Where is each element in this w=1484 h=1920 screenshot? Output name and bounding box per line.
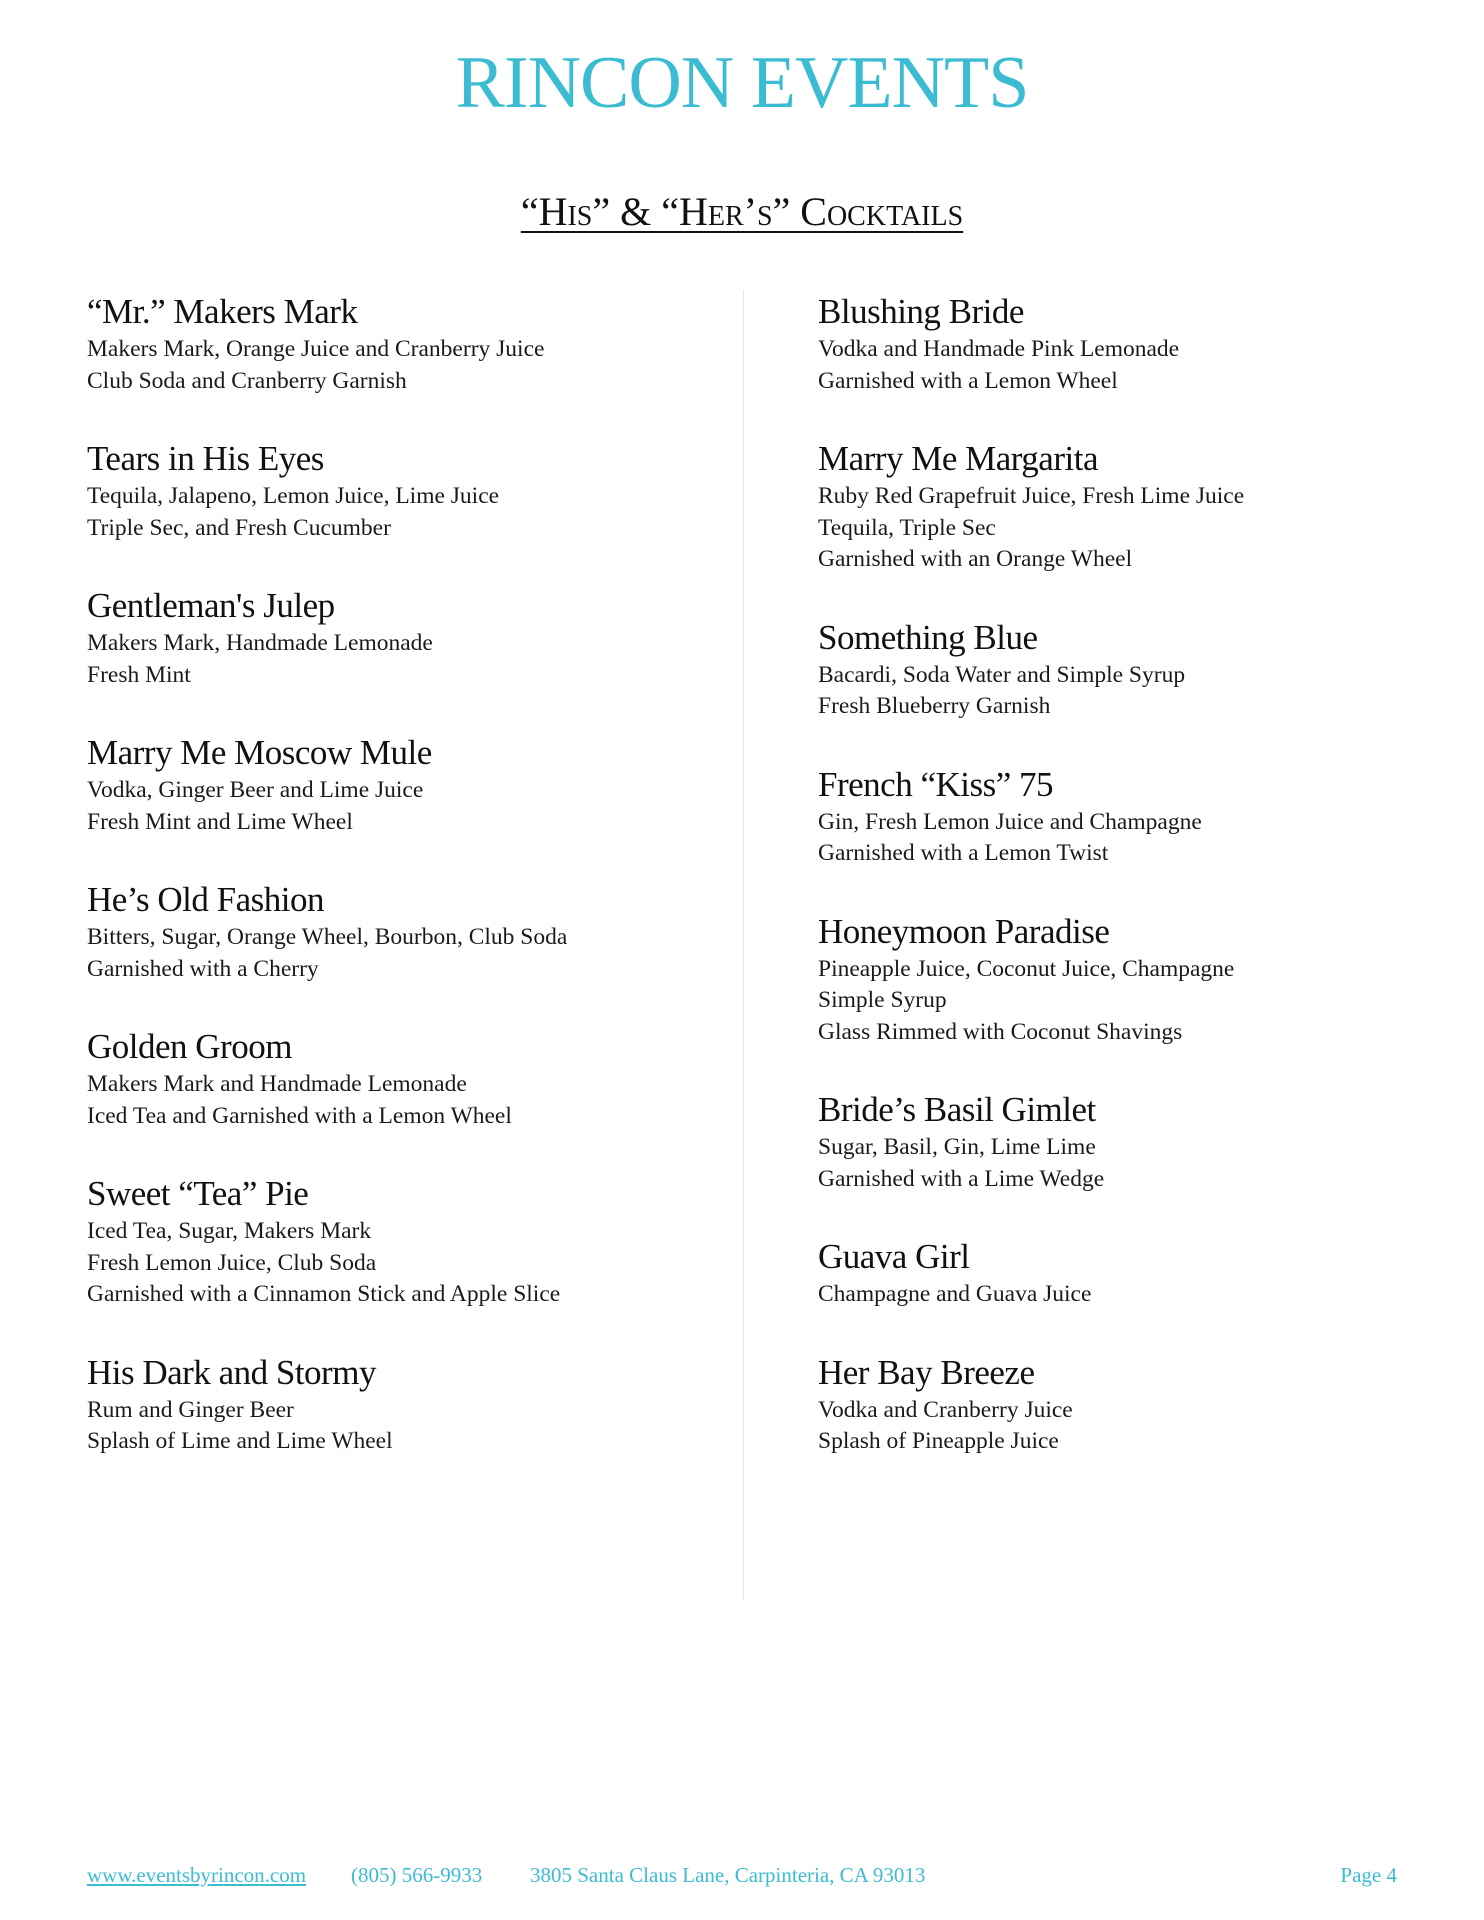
cocktail-ingredients: Vodka and Handmade Pink Lemonade xyxy=(818,336,1180,362)
cocktail-ingredients: Iced Tea, Sugar, Makers Mark xyxy=(87,1218,372,1244)
cocktail-ingredients: Club Soda and Cranberry Garnish xyxy=(87,367,407,394)
cocktail-ingredients: Tequila, Triple Sec xyxy=(818,514,996,541)
cocktail-ingredients: Vodka, Ginger Beer and Lime Juice xyxy=(87,777,424,803)
cocktail-ingredients: Garnished with an Orange Wheel xyxy=(818,546,1133,572)
right-cocktail-column xyxy=(818,290,1438,1498)
cocktail-ingredients: Fresh Blueberry Garnish xyxy=(818,693,1051,719)
cocktail-name: His Dark and Stormy xyxy=(87,1352,376,1392)
cocktail-name: French “Kiss” 75 xyxy=(818,764,1054,804)
cocktail-name: Honeymoon Paradise xyxy=(818,911,1110,951)
cocktail-item xyxy=(818,616,1438,723)
cocktail-ingredients: Makers Mark, Handmade Lemonade xyxy=(87,630,433,656)
cocktail-name: Guava Girl xyxy=(818,1237,970,1276)
cocktail-ingredients: Glass Rimmed with Coconut Shavings xyxy=(818,1018,1183,1045)
cocktail-ingredients: Iced Tea and Garnished with a Lemon Wheel xyxy=(87,1102,512,1129)
cocktail-name: Sweet “Tea” Pie xyxy=(87,1174,309,1213)
cocktail-item xyxy=(818,910,1438,1049)
column-divider xyxy=(743,290,744,1600)
cocktail-ingredients: Fresh Mint and Lime Wheel xyxy=(87,808,353,835)
cocktail-ingredients: Fresh Mint xyxy=(87,661,191,688)
cocktail-item xyxy=(818,1351,1438,1458)
cocktail-item xyxy=(87,584,717,691)
cocktail-ingredients: Makers Mark, Orange Juice and Cranberry Juice xyxy=(87,336,545,362)
cocktail-name: Gentleman's Julep xyxy=(87,586,335,625)
cocktail-ingredients: Tequila, Jalapeno, Lemon Juice, Lime Juice xyxy=(87,483,500,509)
website-link[interactable]: www.eventsbyrincon.com xyxy=(87,1863,307,1887)
cocktail-ingredients: Triple Sec, and Fresh Cucumber xyxy=(87,514,391,541)
section-title-text: “His” & “Her’s” Cocktails xyxy=(520,189,964,234)
cocktail-ingredients: Simple Syrup xyxy=(818,987,947,1013)
section-title xyxy=(0,188,1484,236)
cocktail-ingredients: Garnished with a Cinnamon Stick and Apple Slice xyxy=(87,1281,561,1307)
cocktail-name: Tears in His Eyes xyxy=(87,439,324,478)
cocktail-ingredients: Vodka and Cranberry Juice xyxy=(818,1396,1073,1423)
cocktail-ingredients: Garnished with a Lime Wedge xyxy=(818,1165,1105,1192)
cocktail-item xyxy=(818,1088,1438,1195)
cocktail-name: Golden Groom xyxy=(87,1027,292,1066)
cocktail-ingredients: Fresh Lemon Juice, Club Soda xyxy=(87,1249,377,1276)
page-number: Page 4 xyxy=(1340,1863,1397,1887)
cocktail-name: He’s Old Fashion xyxy=(87,880,324,919)
cocktail-ingredients: Champagne and Guava Juice xyxy=(818,1281,1092,1307)
cocktail-item xyxy=(87,731,717,838)
cocktail-item xyxy=(87,1351,717,1458)
cocktail-ingredients: Pineapple Juice, Coconut Juice, Champagne xyxy=(818,955,1235,982)
cocktail-ingredients: Garnished with a Cherry xyxy=(87,955,319,982)
cocktail-name: Something Blue xyxy=(818,617,1038,657)
cocktail-ingredients: Splash of Pineapple Juice xyxy=(818,1428,1059,1454)
cocktail-item xyxy=(87,437,717,544)
cocktail-ingredients: Garnished with a Lemon Twist xyxy=(818,840,1109,866)
cocktail-ingredients: Garnished with a Lemon Wheel xyxy=(818,367,1118,394)
cocktail-name: Marry Me Margarita xyxy=(818,439,1098,478)
cocktail-item xyxy=(818,290,1438,397)
cocktail-item xyxy=(87,1172,717,1311)
cocktail-ingredients: Sugar, Basil, Gin, Lime Lime xyxy=(818,1134,1096,1160)
cocktail-item xyxy=(818,437,1438,576)
cocktail-item xyxy=(87,290,717,397)
footer xyxy=(87,1860,1397,1890)
cocktail-name: Bride’s Basil Gimlet xyxy=(818,1090,1096,1129)
cocktail-ingredients: Rum and Ginger Beer xyxy=(87,1396,294,1423)
cocktail-item xyxy=(818,763,1438,870)
cocktail-name: “Mr.” Makers Mark xyxy=(87,292,358,331)
cocktail-item xyxy=(87,878,717,985)
cocktail-name: Blushing Bride xyxy=(818,292,1024,331)
cocktail-ingredients: Makers Mark and Handmade Lemonade xyxy=(87,1071,467,1097)
cocktail-item xyxy=(87,1025,717,1132)
cocktail-ingredients: Bitters, Sugar, Orange Wheel, Bourbon, Club Soda xyxy=(87,924,568,950)
phone-number: (805) 566-9933 xyxy=(351,1863,483,1887)
cocktail-ingredients: Ruby Red Grapefruit Juice, Fresh Lime Juice xyxy=(818,483,1245,509)
cocktail-name: Her Bay Breeze xyxy=(818,1352,1035,1392)
cocktail-item xyxy=(818,1235,1438,1311)
left-cocktail-column xyxy=(87,290,717,1498)
cocktail-ingredients: Gin, Fresh Lemon Juice and Champagne xyxy=(818,808,1202,835)
cocktail-ingredients: Splash of Lime and Lime Wheel xyxy=(87,1428,393,1454)
cocktail-name: Marry Me Moscow Mule xyxy=(87,733,432,772)
address: 3805 Santa Claus Lane, Carpinteria, CA 93013 xyxy=(530,1863,926,1887)
brand-title: RINCON EVENTS xyxy=(455,42,1029,124)
cocktail-ingredients: Bacardi, Soda Water and Simple Syrup xyxy=(818,661,1186,688)
